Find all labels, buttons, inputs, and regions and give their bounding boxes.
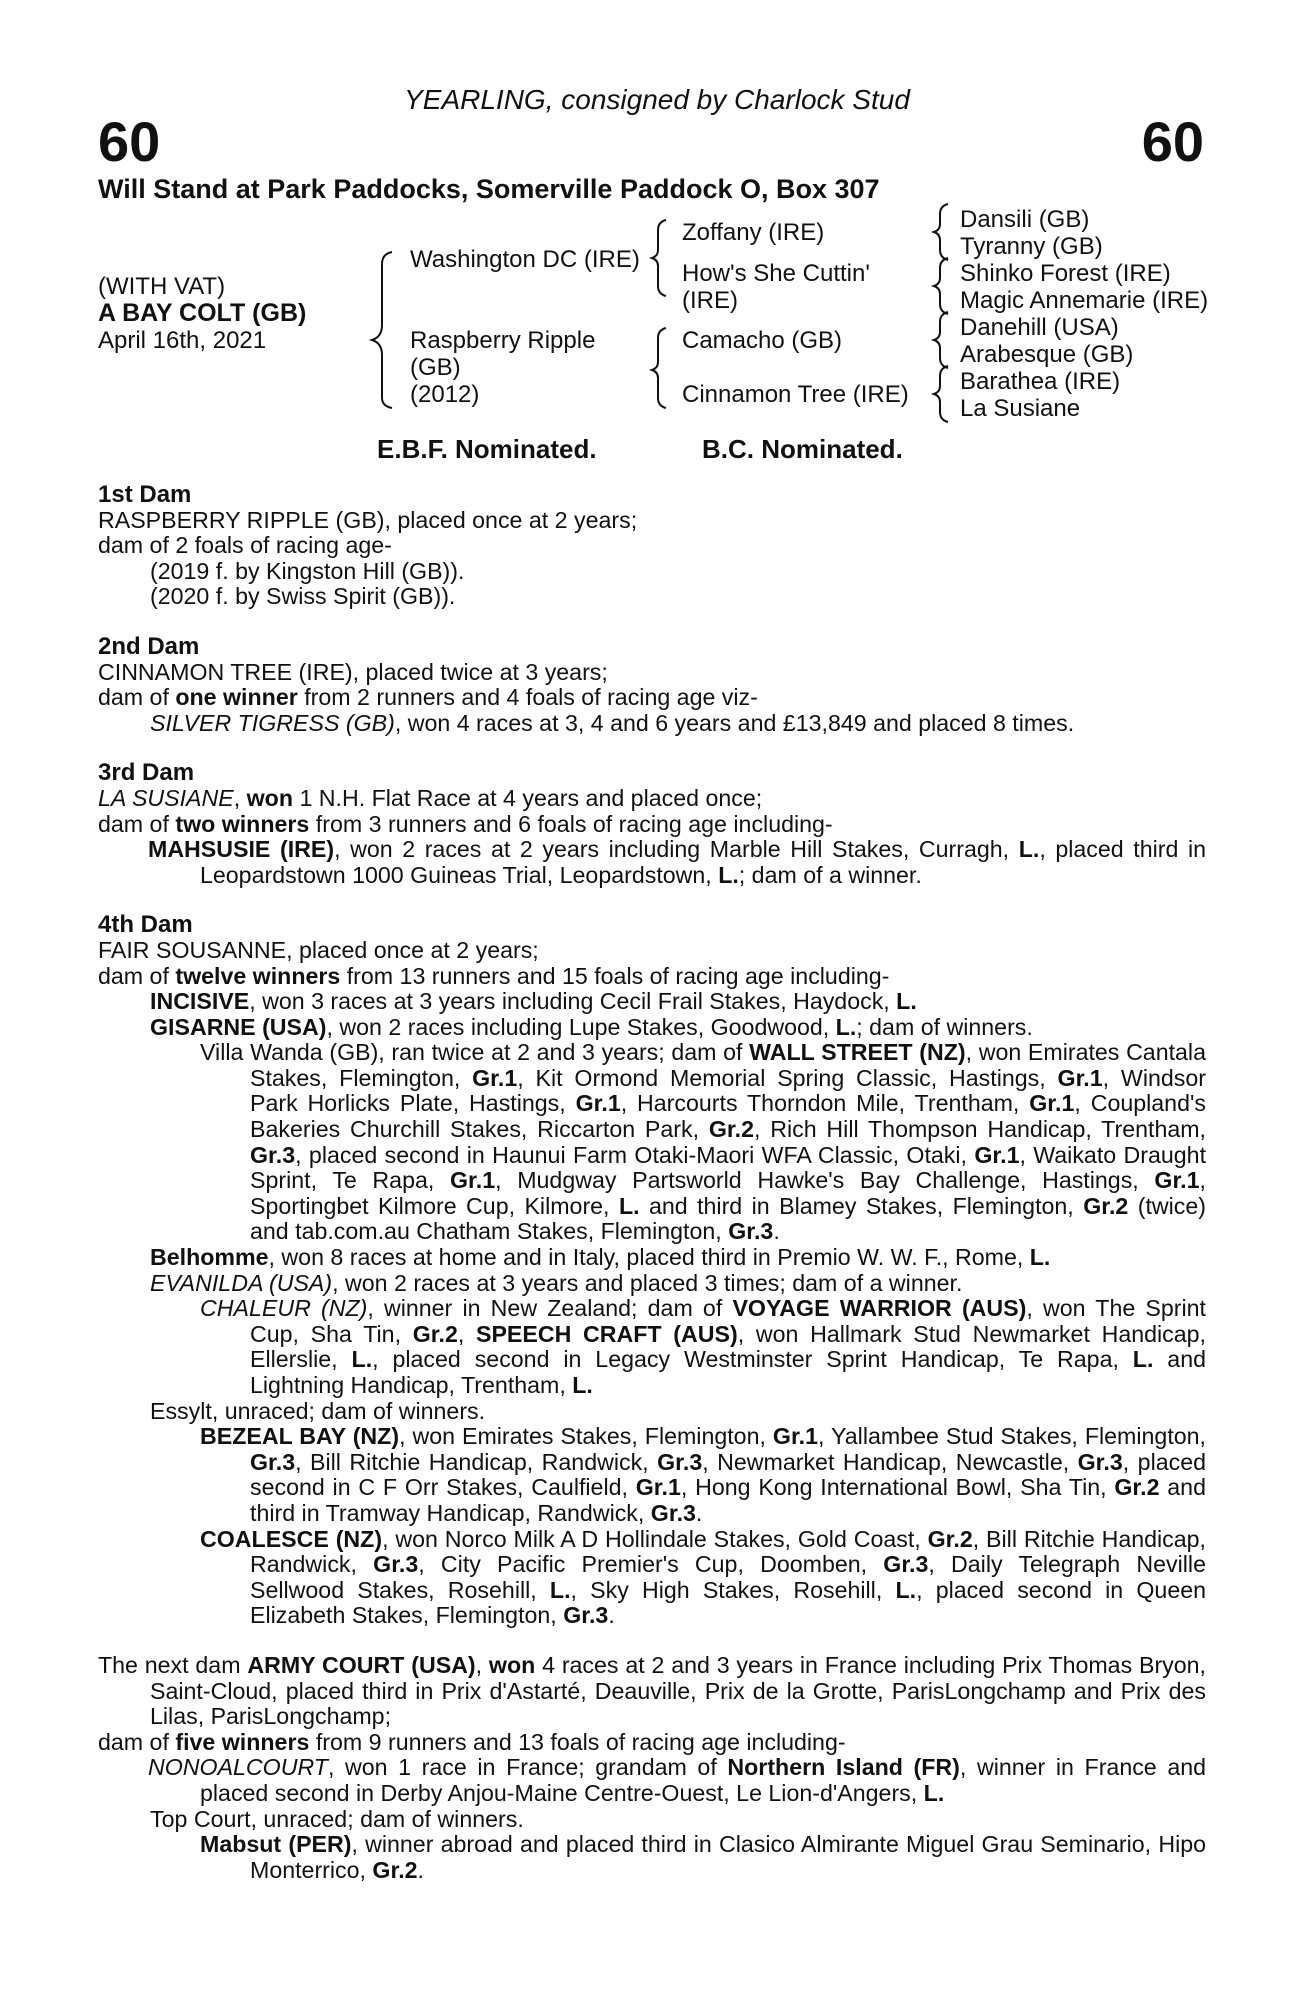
sire-sire: Zoffany (IRE) [682, 219, 825, 246]
first-dam-foals: dam of 2 foals of racing age- [98, 532, 392, 559]
brace-sire [652, 220, 666, 296]
fourth-dam-produce: dam of twelve winners from 13 runners and 15 foals of racing age including- [98, 962, 890, 989]
third-dam-heading: 3rd Dam [98, 759, 195, 787]
brace-g78 [934, 366, 948, 422]
second-dam-heading: 2nd Dam [98, 632, 200, 660]
sire-dam-line1: How's She Cuttin' [682, 260, 870, 287]
pedigree-notes [98, 482, 1206, 1883]
bc-nomination: B.C. Nominated. [702, 434, 903, 464]
granddam-4: Magic Annemarie (IRE) [960, 287, 1209, 314]
first-dam-line: RASPBERRY RIPPLE (GB), placed once at 2 years; [98, 506, 638, 533]
first-dam-heading: 1st Dam [98, 481, 192, 508]
mahsusie-entry: MAHSUSIE (IRE), won 2 races at 2 years including Marble Hill Stakes, Curragh, L., placed third in Leopardstown 1000 Guineas Trial, Leopardstown, L.; dam of a winner. [148, 836, 1206, 888]
lot-number-right: 60 [1141, 110, 1204, 173]
dam-name-line2: (GB) [410, 354, 461, 381]
next-dam-produce: dam of five winners from 9 runners and 13 foals of racing age including- [98, 1728, 846, 1755]
bezeal-bay-entry: BEZEAL BAY (NZ), won Emirates Stakes, Flemington, Gr.1, Yallambee Stud Stakes, Flemington, Gr.3, Bill Ritchie Handicap, Randwick, Gr.3, Newmarket Handicap, Newcastle, Gr.3, placed second in C F Orr Stakes, Caulfield, Gr.1, Hong Kong International Bowl, Sha Tin, Gr.2 and third in Tramway Handicap, Randwick, Gr.3. [200, 1423, 1207, 1526]
grandsire-7: Barathea (IRE) [960, 368, 1121, 395]
first-dam-foal-2020: (2020 f. by Swiss Spirit (GB)). [150, 583, 456, 610]
coalesce-entry: COALESCE (NZ), won Norco Milk A D Hollindale Stakes, Gold Coast, Gr.2, Bill Ritchie Handicap, Randwick, Gr.3, City Pacific Premier's Cup, Doomben, Gr.3, Daily Telegraph Neville Sellwood Stakes, Rosehill, L., Sky High Stakes, Rosehill, L., placed second in Queen Elizabeth Stakes, Flemington, Gr.3. [200, 1525, 1207, 1629]
first-dam-foal-2019: (2019 f. by Kingston Hill (GB)). [150, 557, 465, 584]
dam-name-line1: Raspberry Ripple [410, 327, 596, 354]
stand-location: Will Stand at Park Paddocks, Somerville Paddock O, Box 307 [98, 174, 880, 204]
next-dam-entry: The next dam ARMY COURT (USA), won 4 races at 2 and 3 years in France including Prix Thomas Bryon, Saint-Cloud, placed third in Prix d'Astarté, Deauville, Prix de la Grotte, ParisLongchamp and Prix des Lilas, ParisLongchamp; [98, 1651, 1207, 1730]
brace-g56 [934, 312, 948, 368]
horse-name: A BAY COLT (GB) [98, 299, 307, 327]
top-court-entry: Top Court, unraced; dam of winners. [150, 1805, 524, 1832]
brace-main [372, 252, 392, 408]
silver-tigress-entry: SILVER TIGRESS (GB), won 4 races at 3, 4 and 6 years and £13,849 and placed 8 times. [150, 709, 1075, 736]
essylt-entry: Essylt, unraced; dam of winners. [150, 1397, 486, 1424]
nonoalcourt-entry: NONOALCOURT, won 1 race in France; grandam of Northern Island (FR), winner in France and placed second in Derby Anjou-Maine Centre-Ouest, Le Lion-d'Angers, L. [148, 1754, 1207, 1806]
chaleur-entry: CHALEUR (NZ), winner in New Zealand; dam of VOYAGE WARRIOR (AUS), won The Sprint Cup, Sha Tin, Gr.2, SPEECH CRAFT (AUS), won Hallmark Stud Newmarket Handicap, Ellerslie, L., placed second in Legacy Westminster Sprint Handicap, Te Rapa, L. and Lightning Handicap, Trentham, L. [200, 1295, 1207, 1398]
incisive-entry: INCISIVE, won 3 races at 3 years including Cecil Frail Stakes, Haydock, L. [150, 988, 917, 1015]
mabsut-entry: Mabsut (PER), winner abroad and placed third in Clasico Almirante Miguel Grau Seminario, Hipo Monterrico, Gr.2. [200, 1831, 1207, 1883]
consignor-line: YEARLING, consigned by Charlock Stud [404, 84, 910, 115]
brace-g34 [934, 258, 948, 314]
fourth-dam-line: FAIR SOUSANNE, placed once at 2 years; [98, 936, 539, 963]
grandsire-5: Danehill (USA) [960, 314, 1119, 341]
brace-g12 [934, 204, 948, 260]
horse-dob: April 16th, 2021 [98, 327, 267, 354]
second-dam-line: CINNAMON TREE (IRE), placed twice at 3 years; [98, 658, 608, 685]
sire-name: Washington DC (IRE) [410, 246, 640, 273]
lot-number-left: 60 [98, 110, 161, 173]
third-dam-line: LA SUSIANE, won 1 N.H. Flat Race at 4 years and placed once; [98, 784, 763, 811]
sire-dam-line2: (IRE) [682, 287, 738, 314]
villa-wanda-entry: Villa Wanda (GB), ran twice at 2 and 3 years; dam of WALL STREET (NZ), won Emirates Cantala Stakes, Flemington, Gr.1, Kit Ormond Memorial Spring Classic, Hastings, Gr.1, Windsor Park Horlicks Plate, Hastings, Gr.1, Harcourts Thorndon Mile, Trentham, Gr.1, Coupland's Bakeries Churchill Stakes, Riccarton Park, Gr.2, Rich Hill Thompson Handicap, Trentham, Gr.3, placed second in Haunui Farm Otaki-Maori WFA Classic, Otaki, Gr.1, Waikato Draught Sprint, Te Rapa, Gr.1, Mudgway Partsworld Hawke's Bay Challenge, Hastings, Gr.1, Sportingbet Kilmore Cup, Kilmore, L. and third in Blamey Stakes, Flemington, Gr.2 (twice) and tab.com.au Chatham Stakes, Flemington, Gr.3. [200, 1039, 1207, 1245]
granddam-6: Arabesque (GB) [960, 341, 1134, 368]
fourth-dam-heading: 4th Dam [98, 911, 193, 939]
dam-foaled-year: (2012) [410, 381, 480, 408]
dam-dam: Cinnamon Tree (IRE) [682, 381, 909, 408]
brace-dam [652, 328, 666, 408]
third-dam-produce: dam of two winners from 3 runners and 6 foals of racing age including- [98, 810, 833, 837]
granddam-8: La Susiane [960, 395, 1081, 422]
vat-note: (WITH VAT) [98, 273, 226, 300]
evanilda-entry: EVANILDA (USA), won 2 races at 3 years and placed 3 times; dam of a winner. [150, 1269, 963, 1296]
dam-sire: Camacho (GB) [682, 327, 843, 354]
grandsire-3: Shinko Forest (IRE) [960, 260, 1171, 287]
second-dam-produce: dam of one winner from 2 runners and 4 foals of racing age viz- [98, 684, 758, 711]
gisarne-entry: GISARNE (USA), won 2 races including Lupe Stakes, Goodwood, L.; dam of winners. [150, 1013, 1033, 1040]
belhomme-entry: Belhomme, won 8 races at home and in Italy, placed third in Premio W. W. F., Rome, L. [150, 1244, 1051, 1271]
grandsire-1: Dansili (GB) [960, 206, 1090, 233]
ebf-nomination: E.B.F. Nominated. [377, 434, 597, 464]
granddam-2: Tyranny (GB) [960, 233, 1103, 260]
